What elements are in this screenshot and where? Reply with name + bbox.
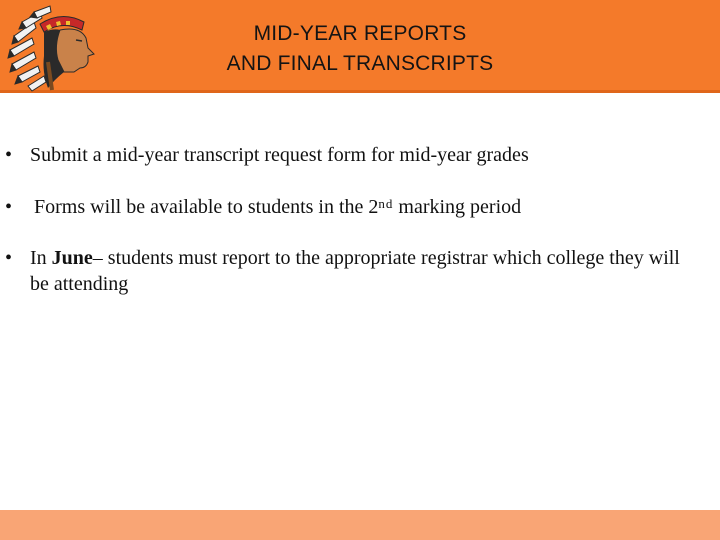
bold-month: June xyxy=(51,247,93,269)
bullet-marker: • xyxy=(5,247,13,269)
bullet-text-after: marking period xyxy=(393,196,522,218)
list-item xyxy=(5,194,690,220)
list-item xyxy=(5,245,690,297)
bullet-text-after: – students must report to the appropriate registrar which college they will be attending xyxy=(30,247,680,295)
bullet-text xyxy=(30,245,690,297)
list-item xyxy=(5,142,690,168)
bullet-text-before: Forms will be available to students in the 2 xyxy=(34,196,379,218)
title-line-2: AND FINAL TRANSCRIPTS xyxy=(226,52,494,75)
ordinal-superscript: nd xyxy=(378,196,394,211)
footer-bar xyxy=(0,510,720,540)
bullet-text xyxy=(30,194,690,220)
bullet-text-before: In xyxy=(30,247,52,269)
bullet-text: Submit a mid-year transcript request form for mid-year grades xyxy=(30,144,529,166)
title-line-1: MID-YEAR REPORTS xyxy=(253,22,467,45)
bullet-marker: • xyxy=(5,196,13,218)
bullet-marker: • xyxy=(5,144,13,166)
